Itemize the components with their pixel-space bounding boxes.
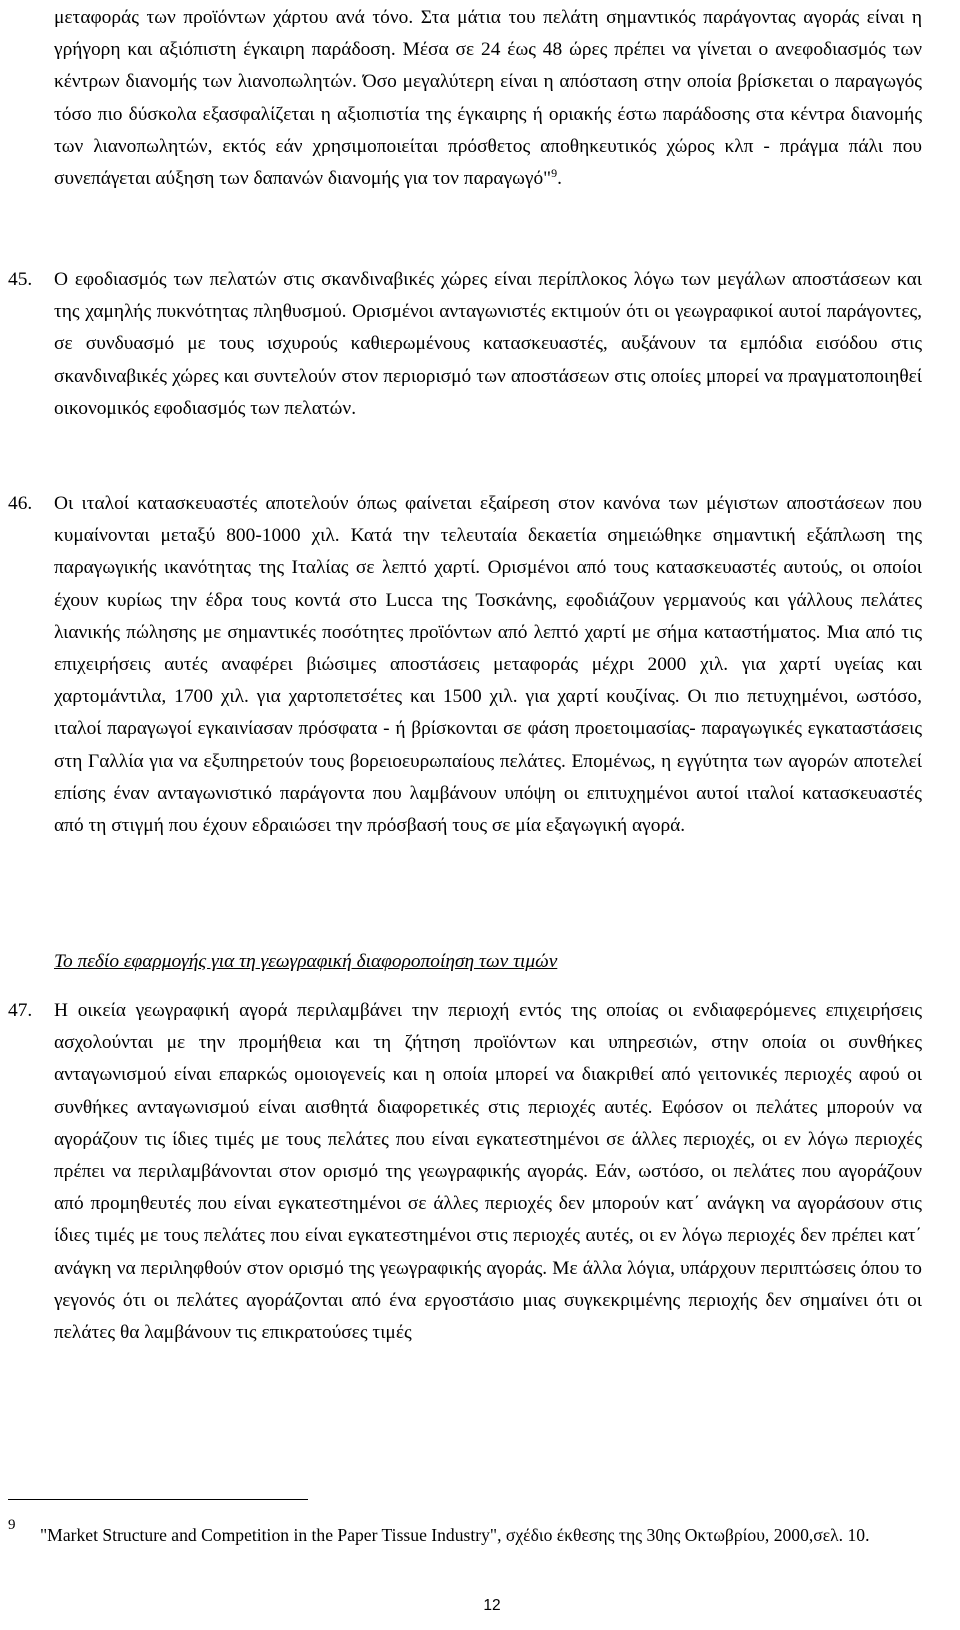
paragraph-number: 45.: [8, 269, 33, 290]
paragraph-text: Η οικεία γεωγραφική αγορά περιλαμβάνει την περιοχή εντός της οποίας οι ενδιαφερόμενες επιχειρήσεις ασχολούνται με την προμήθεια και τη ζήτηση προϊόντων και υπηρεσιών, στην οποία οι συνθήκες ανταγωνισμού είναι επαρκώς ομοιογενείς και η οποία μπορεί να διακριθεί από γειτονικές περιοχές αφού οι συνθήκες ανταγωνισμού είναι αισθητά διαφορετικές στις περιοχές αυτές. Εφόσον οι πελάτες μπορούν να αγοράζουν τις ίδιες τιμές με τους πελάτες που είναι εγκατεστημένοι σε άλλες περιοχές, οι εν λόγω περιοχές πρέπει να περιλαμβάνονται στον ορισμό της γεωγραφικής αγοράς. Εάν, ωστόσο, οι πελάτες που αγοράζουν από προμηθευτές που είναι εγκατεστημένοι σε άλλες περιοχές δεν μπορούν κατ΄ ανάγκη να αγοράσουν στις ίδιες τιμές με τους πελάτες που είναι εγκατεστημένοι στις περιοχές αυτές, οι εν λόγω περιοχές δεν πρέπει κατ΄ ανάγκη να περιληφθούν στον ορισμό της γεωγραφικής αγοράς. Με άλλα λόγια, υπάρχουν περιπτώσεις όπου το γεγονός ότι οι πελάτες αγοράζονται από ένα εργοστάσιο μιας συγκεκριμένης περιοχής δεν σημαίνει ότι οι πελάτες θα λαμβάνουν τις επικρατούσες τιμές: [54, 1000, 922, 1344]
paragraph-number: 47.: [8, 1000, 33, 1021]
paragraph-text: Ο εφοδιασμός των πελατών στις σκανδιναβικές χώρες είναι περίπλοκος λόγω των μεγάλων αποστάσεων και της χαμηλής πυκνότητας πληθυσμού. Ορισμένοι ανταγωνιστές εκτιμούν ότι οι γεωγραφικοί αυτοί παράγοντες, σε συνδυασμό με τους ισχυρούς καθιερωμένους κατασκευαστές, αυξάνουν τα εμπόδια εισόδου στις σκανδιναβικές χώρες και συντελούν στον περιορισμό των αποστάσεων στις οποίες μπορεί να πραγματοποιηθεί οικονομικός εφοδιασμός των πελατών.: [54, 269, 922, 419]
paragraph-text: Οι ιταλοί κατασκευαστές αποτελούν όπως φαίνεται εξαίρεση στον κανόνα των μέγιστων αποστάσεων που κυμαίνονται μεταξύ 800-1000 χιλ. Κατά την τελευταία δεκαετία σημειώθηκε σημαντική εξάπλωση της παραγωγικής ικανότητας της Ιταλίας σε λεπτό χαρτί. Ορισμένοι από τους κατασκευαστές αυτούς, οι οποίοι έχουν κυρίως την έδρα τους κοντά στο Lucca της Τοσκάνης, εφοδιάζουν γερμανούς και γάλλους πελάτες λιανικής πώλησης με σημαντικές ποσότητες προϊόντων από λεπτό χαρτί με σήμα καταστήματος. Μια από τις επιχειρήσεις αυτές αναφέρει βιώσιμες αποστάσεις μεταφοράς μέχρι 2000 χιλ. για χαρτί υγείας και χαρτομάντιλα, 1700 χιλ. για χαρτοπετσέτες και 1500 χιλ. για χαρτί κουζίνας. Οι πιο πετυχημένοι, ωστόσο, ιταλοί παραγωγοί εγκαινίασαν πρόσφατα - ή βρίσκονται σε φάση προετοιμασίας- παραγωγικές εγκαταστάσεις στη Γαλλία για να εξυπηρετούν τους βορειοευρωπαίους πελάτες. Επομένως, η εγγύτητα των αγορών αποτελεί επίσης έναν ανταγωνιστικό παράγοντα που λαμβάνουν υπόψη οι επιτυχημένοι αυτοί ιταλοί κατασκευαστές από τη στιγμή που έχουν εδραιώσει την πρόσβασή τους σε μία εξαγωγική αγορά.: [54, 493, 922, 837]
intro-end: .: [557, 168, 562, 190]
footnote-reference: 9: [551, 166, 558, 181]
paragraph-number: 46.: [8, 493, 33, 514]
page-number: 12: [483, 1597, 501, 1614]
intro-paragraph: [54, 2, 922, 195]
intro-text: μεταφοράς των προϊόντων χάρτου ανά τόνο. Στα μάτια του πελάτη σημαντικός παράγοντας αγοράς είναι η γρήγορη και αξιόπιστη έγκαιρη παράδοση. Μέσα σε 24 έως 48 ώρες πρέπει να γίνεται ο ανεφοδιασμός των κέντρων διανομής των λιανοπωλητών. Όσο μεγαλύτερη είναι η απόσταση στην οποία βρίσκεται ο παραγωγός τόσο πιο δύσκολα εξασφαλίζεται η αξιοπιστία της έγκαιρης ή οριακής έστω παράδοσης στα κέντρα διανομής των λιανοπωλητών, εκτός εάν χρησιμοποιείται πρόσθετος αποθηκευτικός χώρος κλπ - πράγμα πάλι που συνεπάγεται αύξηση των δαπανών διανομής για τον παραγωγό": [54, 7, 922, 190]
footnote-number: 9: [8, 1517, 16, 1533]
section-heading: Το πεδίο εφαρμογής για τη γεωγραφική διαφοροποίηση των τιμών: [54, 951, 558, 972]
footnote-divider: [8, 1499, 308, 1500]
footnote-text: "Market Structure and Competition in the Paper Tissue Industry", σχέδιο έκθεσης της 30ης Οκτωβρίου, 2000,σελ. 10.: [40, 1525, 870, 1545]
